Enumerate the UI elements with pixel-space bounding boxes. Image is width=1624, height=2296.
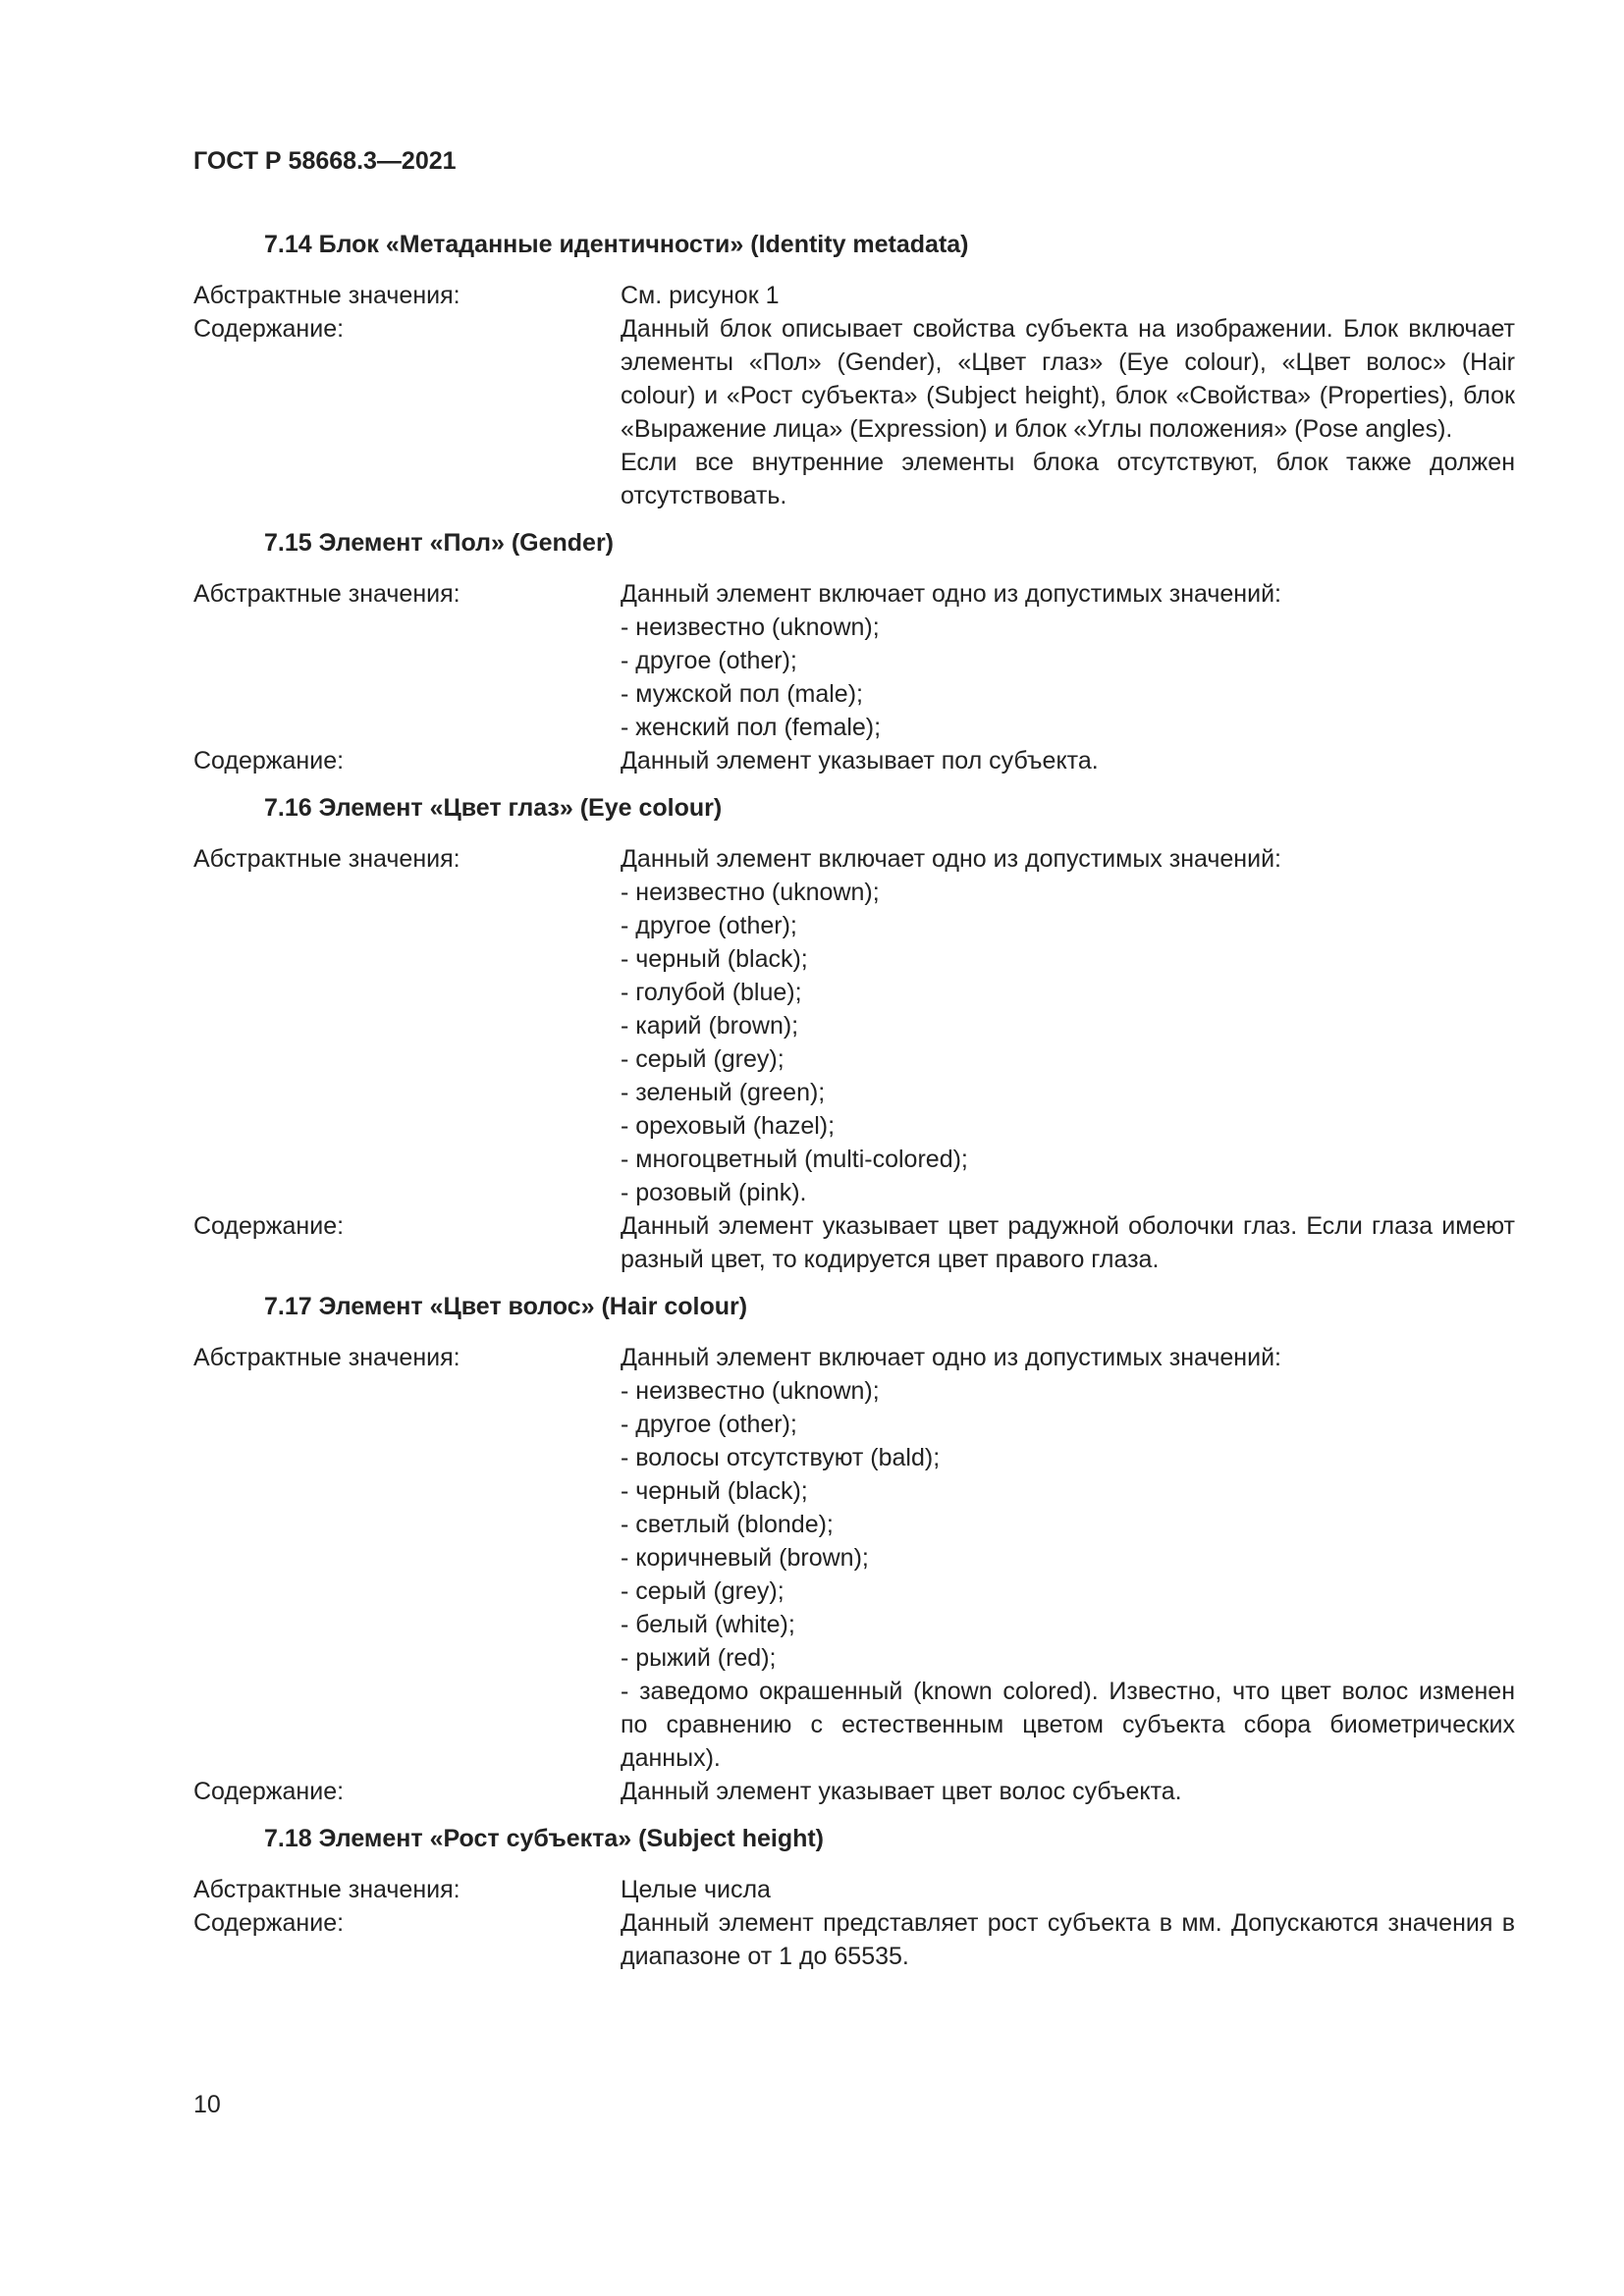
content-row: [193, 312, 1515, 512]
section-title: 7.14 Блок «Метаданные идентичности» (Identity metadata): [264, 231, 969, 258]
option-item: - женский пол (female);: [621, 714, 882, 741]
abstract-values-list: [621, 842, 1515, 1209]
content-value: Данный элемент указывает пол субъекта.: [621, 747, 1099, 774]
abstract-values-label: Абстрактные значения:: [193, 1344, 460, 1371]
option-item: - светлый (blonde);: [621, 1511, 834, 1538]
content-label: Содержание:: [193, 747, 345, 774]
content-label: Содержание:: [193, 315, 345, 343]
option-item: - неизвестно (uknown);: [621, 1377, 880, 1405]
option-item: - зеленый (green);: [621, 1079, 826, 1106]
abstract-values-intro: Данный элемент включает одно из допустимых значений:: [621, 1344, 1281, 1371]
option-item: - многоцветный (multi-colored);: [621, 1146, 968, 1173]
abstract-values-value: Целые числа: [621, 1876, 771, 1903]
abstract-values-row: [193, 1341, 1515, 1775]
content-row: [193, 1209, 1515, 1276]
abstract-values-label: Абстрактные значения:: [193, 580, 460, 608]
content-value: Данный элемент представляет рост субъекта в мм. Допускаются значения в диапазоне от 1 до 65535.: [621, 1909, 1515, 1970]
section-title: 7.15 Элемент «Пол» (Gender): [264, 529, 615, 557]
abstract-values-row: [193, 842, 1515, 1209]
option-item: - голубой (blue);: [621, 979, 802, 1006]
content-row: [193, 1775, 1515, 1808]
abstract-values-intro: Данный элемент включает одно из допустимых значений:: [621, 580, 1281, 608]
abstract-values-row: [193, 279, 1515, 312]
content-row: [193, 744, 1515, 777]
content-label: Содержание:: [193, 1909, 345, 1937]
option-item: - рыжий (red);: [621, 1644, 777, 1672]
page-number: 10: [193, 2091, 221, 2118]
option-item: - серый (grey);: [621, 1045, 785, 1073]
content-paragraph: Данный блок описывает свойства субъекта на изображении. Блок включает элементы «Пол» (Gender), «Цвет глаз» (Eye colour), «Цвет волос» (Hair colour) и «Рост субъекта» (Subject height), блок «Свойства» (Properties), блок «Выражение лица» (Expression) и блок «Углы положения» (Pose angles).: [621, 315, 1515, 443]
abstract-values-intro: Данный элемент включает одно из допустимых значений:: [621, 845, 1281, 873]
option-item: - волосы отсутствуют (bald);: [621, 1444, 941, 1471]
option-item: - коричневый (brown);: [621, 1544, 869, 1572]
option-item: - другое (other);: [621, 647, 797, 674]
abstract-values-list: [621, 1341, 1515, 1775]
content-label: Содержание:: [193, 1778, 345, 1805]
option-item: - белый (white);: [621, 1611, 795, 1638]
abstract-values-list: [621, 577, 1515, 744]
abstract-values-label: Абстрактные значения:: [193, 282, 460, 309]
section-title: 7.17 Элемент «Цвет волос» (Hair colour): [264, 1293, 748, 1320]
option-item: - другое (other);: [621, 1411, 797, 1438]
option-item: - заведомо окрашенный (known colored). Известно, что цвет волос изменен по сравнению с естественным цветом субъекта сбора биометрических данных).: [621, 1678, 1515, 1772]
abstract-values-label: Абстрактные значения:: [193, 1876, 460, 1903]
option-item: - карий (brown);: [621, 1012, 799, 1040]
abstract-values-row: [193, 577, 1515, 744]
option-item: - мужской пол (male);: [621, 680, 863, 708]
option-item: - серый (grey);: [621, 1577, 785, 1605]
option-item: - черный (black);: [621, 945, 808, 973]
content-row: [193, 1906, 1515, 1973]
content-value: Данный элемент указывает цвет волос субъекта.: [621, 1778, 1182, 1805]
option-item: - ореховый (hazel);: [621, 1112, 836, 1140]
section-identity-metadata: [193, 228, 1515, 512]
option-item: - другое (other);: [621, 912, 797, 939]
section-title: 7.18 Элемент «Рост субъекта» (Subject height): [264, 1825, 825, 1852]
content-value: [621, 312, 1515, 512]
content-value: Данный элемент указывает цвет радужной оболочки глаз. Если глаза имеют разный цвет, то кодируется цвет правого глаза.: [621, 1212, 1515, 1273]
document-header: ГОСТ Р 58668.3—2021: [193, 147, 457, 175]
section-title: 7.16 Элемент «Цвет глаз» (Eye colour): [264, 794, 723, 822]
option-item: - черный (black);: [621, 1477, 808, 1505]
abstract-values-label: Абстрактные значения:: [193, 845, 460, 873]
document-body: [193, 228, 1515, 1973]
content-label: Содержание:: [193, 1212, 345, 1240]
section-gender: [193, 526, 1515, 777]
abstract-values-value: См. рисунок 1: [621, 282, 780, 309]
option-item: - розовый (pink).: [621, 1179, 807, 1206]
content-paragraph: Если все внутренние элементы блока отсутствуют, блок также должен отсутствовать.: [621, 449, 1515, 509]
section-hair-colour: [193, 1290, 1515, 1808]
abstract-values-row: [193, 1873, 1515, 1906]
option-item: - неизвестно (uknown);: [621, 879, 880, 906]
section-subject-height: [193, 1822, 1515, 1973]
section-eye-colour: [193, 791, 1515, 1276]
option-item: - неизвестно (uknown);: [621, 614, 880, 641]
